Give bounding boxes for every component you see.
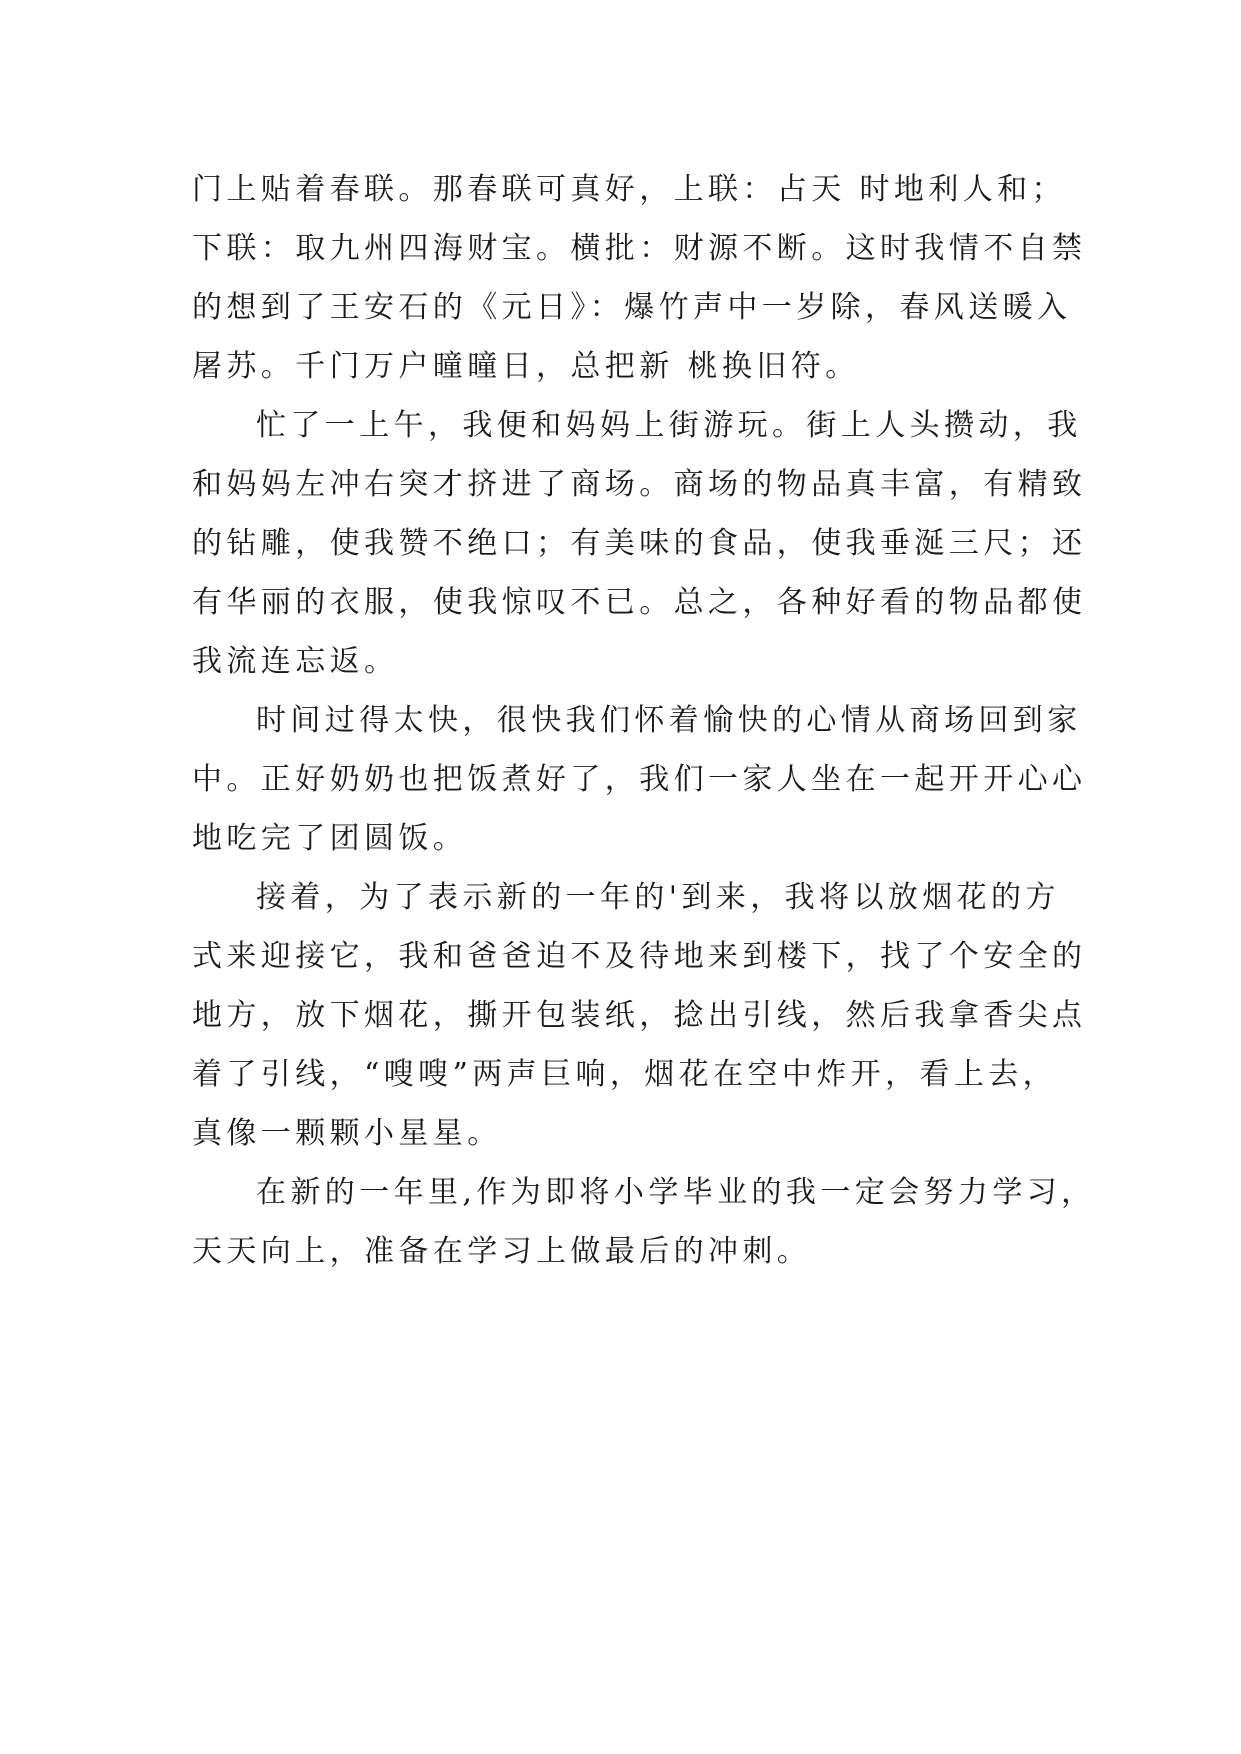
text-line: 的钻雕，使我赞不绝口；有美味的食品，使我垂涎三尺；还 (192, 526, 1087, 561)
text-line: 下联：取九州四海财宝。横批：财源不断。这时我情不自禁 (192, 231, 1087, 266)
text-line: 式来迎接它，我和爸爸迫不及待地来到楼下，找了个安全的 (192, 939, 1087, 974)
paragraph-first-line: 在新的一年里,作为即将小学毕业的我一定会努力学习， (256, 1175, 1096, 1210)
text-line: 着了引线，“嗖嗖”两声巨响，烟花在空中炸开，看上去， (192, 1057, 1058, 1092)
text-line: 有华丽的衣服，使我惊叹不已。总之，各种好看的物品都使 (192, 585, 1087, 620)
paragraph-first-line: 忙了一上午，我便和妈妈上街游玩。街上人头攒动，我 (256, 408, 1082, 443)
text-line: 天天向上，准备在学习上做最后的冲刺。 (192, 1234, 812, 1269)
text-line: 中。正好奶奶也把饭煮好了，我们一家人坐在一起开开心心 (192, 762, 1087, 797)
text-line: 的想到了王安石的《元日》：爆竹声中一岁除，春风送暖入 (192, 290, 1072, 325)
paragraph-first-line: 接着，为了表示新的一年的'到来，我将以放烟花的方 (256, 880, 1060, 915)
text-line: 门上贴着春联。那春联可真好，上联：占天 时地利人和； (192, 172, 1066, 207)
paragraph-first-line: 时间过得太快，很快我们怀着愉快的心情从商场回到家 (256, 703, 1082, 738)
text-line: 地吃完了团圆饭。 (192, 821, 468, 856)
text-line: 地方，放下烟花，撕开包装纸，捻出引线，然后我拿香尖点 (192, 998, 1087, 1033)
text-line: 真像一颗颗小星星。 (192, 1116, 502, 1151)
text-line: 和妈妈左冲右突才挤进了商场。商场的物品真丰富，有精致 (192, 467, 1087, 502)
essay-body (192, 160, 1096, 1281)
text-line: 我流连忘返。 (192, 644, 399, 679)
text-line: 屠苏。千门万户曈曈日，总把新 桃换旧符。 (192, 349, 860, 384)
